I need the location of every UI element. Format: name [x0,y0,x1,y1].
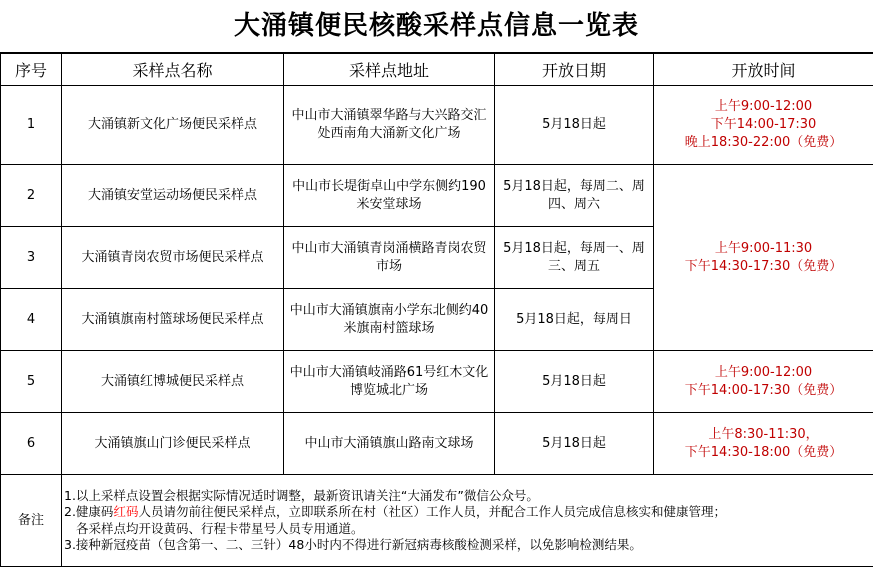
notes-row [1,475,873,567]
time-line: 上午8:30-11:30， [708,426,819,442]
row-date: 5月18日起，每周二、周四、周六 [495,165,654,227]
time-line: 下午14:00-17:30（免费） [684,382,843,398]
header-date: 开放日期 [495,54,654,86]
row-name: 大涌镇旗南村篮球场便民采样点 [62,289,284,351]
row-seq: 3 [1,227,62,289]
time-line: 上午9:00-12:00 [714,99,813,114]
row-address: 中山市大涌镇青岗涌横路青岗农贸市场 [284,227,495,289]
time-line: 晚上18:30-22:00（免费） [684,135,843,150]
table-row [1,413,873,475]
note-2-body: 人员请勿前往便民采样点，立即联系所在村（社区）工作人员，并配合工作人员完成信息核实和健康管理； [138,504,726,519]
row-name: 大涌镇新文化广场便民采样点 [62,86,284,165]
row-name: 大涌镇青岗农贸市场便民采样点 [62,227,284,289]
time-line: 下午14:00-17:30 [710,117,817,132]
row-name: 大涌镇旗山门诊便民采样点 [62,413,284,475]
row-name: 大涌镇安堂运动场便民采样点 [62,165,284,227]
table-row [1,86,873,165]
row-name: 大涌镇红博城便民采样点 [62,351,284,413]
notes-content [62,475,873,567]
time-line: 下午14:30-18:00（免费） [684,444,843,460]
row-address: 中山市大涌镇岐涌路61号红木文化博览城北广场 [284,351,495,413]
row-address: 中山市长堤街卓山中学东侧约190米安堂球场 [284,165,495,227]
row-seq: 4 [1,289,62,351]
note-line-3: 3.接种新冠疫苗（包含第一、二、三针）48小时内不得进行新冠病毒核酸检测采样，以免影响检测结果。 [64,537,642,552]
row-date: 5月18日起，每周日 [495,289,654,351]
row-address: 中山市大涌镇旗南小学东北侧约40米旗南村篮球场 [284,289,495,351]
notes-label: 备注 [1,475,62,567]
note-2-prefix: 2.健康码 [64,504,114,519]
row-seq: 1 [1,86,62,165]
row-date: 5月18日起 [495,351,654,413]
header-address: 采样点地址 [284,54,495,86]
table-row [1,351,873,413]
time-line: 下午14:30-17:30（免费） [684,258,843,274]
note-line-2 [64,504,873,521]
time-line: 上午9:00-11:30 [714,240,813,256]
row-date: 5月18日起 [495,413,654,475]
row-time [654,86,873,165]
row-date: 5月18日起 [495,86,654,165]
row-address: 中山市大涌镇旗山路南文球场 [284,413,495,475]
header-time: 开放时间 [654,54,873,86]
row-seq: 2 [1,165,62,227]
row-time [654,351,873,413]
note-line-2-continued: 各采样点均开设黄码、行程卡带星号人员专用通道。 [76,520,364,536]
row-time-merged [654,165,873,351]
table-row [1,165,873,227]
time-line: 上午9:00-12:00 [714,364,813,380]
note-line-1: 1.以上采样点设置会根据实际情况适时调整，最新资讯请关注“大涌发布”微信公众号。 [64,487,539,503]
header-seq: 序号 [1,54,62,86]
row-time [654,413,873,475]
sampling-sites-table [0,53,873,567]
header-row [1,54,873,86]
header-name: 采样点名称 [62,54,284,86]
row-seq: 5 [1,351,62,413]
row-date: 5月18日起，每周一、周三、周五 [495,227,654,289]
row-seq: 6 [1,413,62,475]
row-address: 中山市大涌镇翠华路与大兴路交汇处西南角大涌新文化广场 [284,86,495,165]
red-code-highlight: 红码 [113,504,139,519]
page-title: 大涌镇便民核酸采样点信息一览表 [0,0,873,53]
